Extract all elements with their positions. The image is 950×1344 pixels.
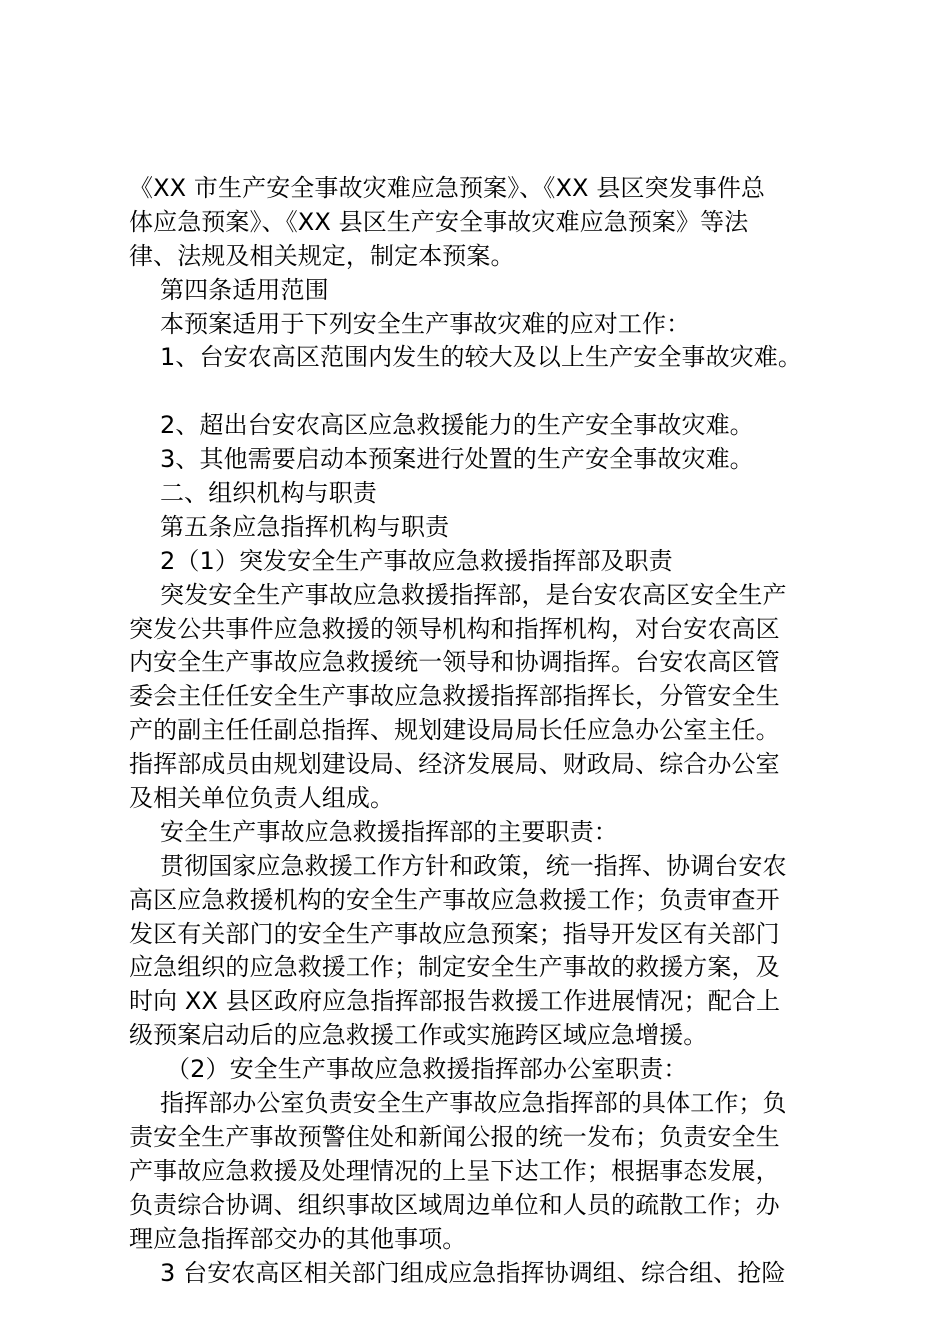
blank-line [129, 375, 829, 409]
text-line: 理应急指挥部交办的其他事项。 [129, 1224, 467, 1253]
text-line: 安全生产事故应急救援指挥部的主要职责： [160, 817, 618, 846]
text-line: 突发公共事件应急救援的领导机构和指挥机构，对台安农高区 [129, 614, 780, 643]
section-heading: 第四条适用范围 [160, 275, 329, 304]
text-line: 级预案启动后的应急救援工作或实施跨区域应急增援。 [129, 1021, 708, 1050]
subsection-heading: 2（1）突发安全生产事故应急救援指挥部及职责 [160, 546, 673, 575]
list-item: 1、台安农高区范围内发生的较大及以上生产安全事故灾难。 [160, 343, 802, 372]
text-line: 责安全生产事故预警住处和新闻公报的统一发布；负责安全生 [129, 1122, 780, 1151]
text-line: 本预案适用于下列安全生产事故灾难的应对工作： [160, 309, 691, 338]
text-line: 委会主任任安全生产事故应急救援指挥部指挥长，分管安全生 [129, 682, 780, 711]
text-line: 3 台安农高区相关部门组成应急指挥协调组、综合组、抢险 [160, 1258, 786, 1287]
text-line: 发区有关部门的安全生产事故应急预案；指导开发区有关部门 [129, 919, 780, 948]
text-line: 应急组织的应急救援工作；制定安全生产事故的救援方案，及 [129, 953, 780, 982]
text-line: 产事故应急救援及处理情况的上呈下达工作；根据事态发展， [129, 1156, 780, 1185]
text-line: 指挥部成员由规划建设局、经济发展局、财政局、综合办公室 [129, 750, 780, 779]
section-heading: 二、组织机构与职责 [160, 479, 377, 508]
text-line: 负责综合协调、组织事故区域周边单位和人员的疏散工作；办 [129, 1190, 780, 1219]
text-line: 高区应急救援机构的安全生产事故应急救援工作；负责审查开 [129, 885, 780, 914]
text-line: 《XX 市生产安全事故灾难应急预案》、《XX 县区突发事件总 [129, 174, 766, 202]
text-line: 突发安全生产事故应急救援指挥部，是台安农高区安全生产 [160, 580, 787, 609]
subsection-heading: （2）安全生产事故应急救援指挥部办公室职责： [166, 1055, 688, 1084]
text-line: 律、法规及相关规定，制定本预案。 [129, 241, 515, 270]
text-line: 时向 XX 县区政府应急指挥部报告救援工作进展情况；配合上 [129, 987, 781, 1016]
text-line: 体应急预案》、《XX 县区生产安全事故灾难应急预案》等法 [129, 207, 749, 236]
text-line: 内安全生产事故应急救援统一领导和协调指挥。台安农高区管 [129, 648, 780, 677]
text-line: 贯彻国家应急救援工作方针和政策，统一指挥、协调台安农 [160, 851, 787, 880]
list-item: 2、超出台安农高区应急救援能力的生产安全事故灾难。 [160, 411, 754, 440]
list-item: 3、其他需要启动本预案进行处置的生产安全事故灾难。 [160, 445, 754, 474]
document-body [129, 172, 829, 1290]
text-line: 及相关单位负责人组成。 [129, 784, 395, 813]
text-line: 指挥部办公室负责安全生产事故应急指挥部的具体工作；负 [160, 1089, 787, 1118]
section-heading: 第五条应急指挥机构与职责 [160, 512, 450, 541]
text-line: 产的副主任任副总指挥、规划建设局局长任应急办公室主任。 [129, 716, 780, 745]
